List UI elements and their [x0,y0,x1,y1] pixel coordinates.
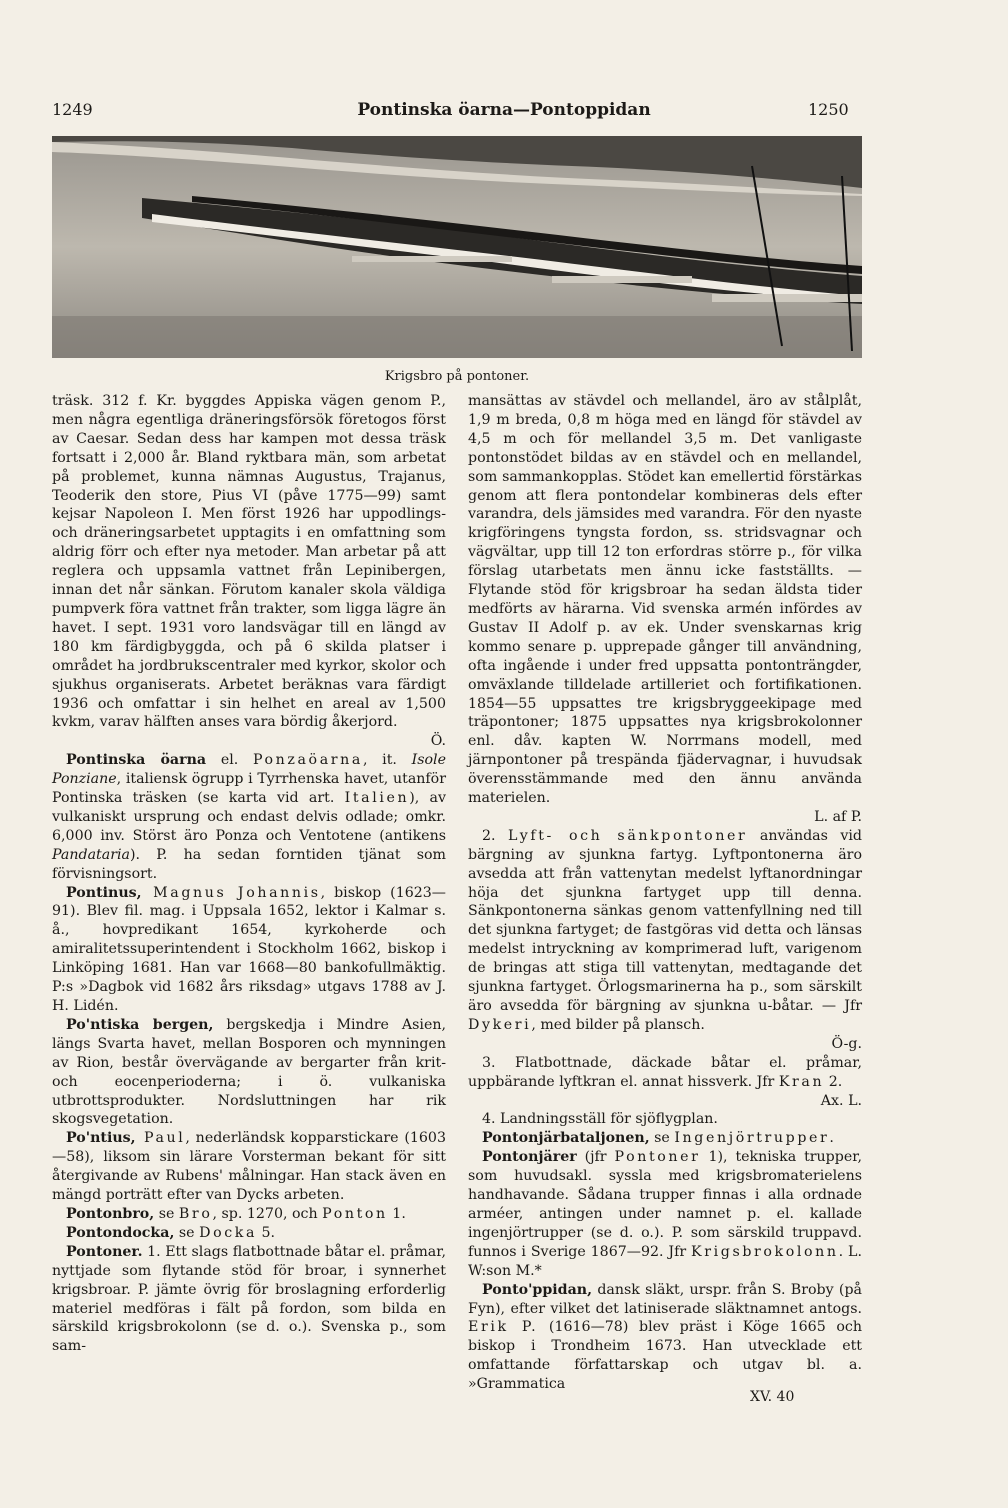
entry-pontoppidan: Ponto'ppidan, dansk släkt, urspr. från S. Broby (på Fyn), efter vilket det latiniserade släktnamnet antogs. Erik P. (1616—78) blev präst i Köge 1665 och biskop i Trondheim 1673. Han utvecklade ett omfattande författarskap och utgav bl. a. »Grammatica [468,1281,862,1393]
page-number-left: 1249 [52,100,93,119]
running-title: Pontinska öarna—Pontoppidan [357,100,651,120]
column-left [52,392,446,1356]
text-paragraph: mansättas av stävdel och mellandel, äro av stålplåt, 1,9 m breda, 0,8 m höga med en längd för stävdel av 4,5 m och för mellandel 3,5 m. Det vanligaste pontonstödet bildas av en stävdel och en mellandel, som sammankopplas. Stödet kan emellertid förstärkas genom att flera pontondelar kombineras dels efter varandra, dels jämsides med varandra. För den nyaste krigföringens tyngsta fordon, ss. stridsvagnar och vägvältar, upp till 12 ton erfordras större p., för vilka förslag utarbetats men ännu icke fastställts. — Flytande stöd för krigsbroar ha sedan äldsta tider medförts av härarna. Vid svenska armén infördes av Gustav II Adolf p. av ek. Under svenskarnas krig kommo senare p. upprepade gånger till användning, ofta ingående i under fred uppsatta pontonträngder, omväxlande tilldelade artilleriet och fortifikationen. 1854—55 uppsattes tre krigsbryggeekipage med träpontoner; 1875 uppsattes nya krigsbrokolonner enl. dåv. kapten W. Norrmans modell, med järnpontoner på trespända fjädervagnar, i huvudsak överensstämmande med den ännu använda materielen. L. af P. [468,393,862,825]
entry-pontiska-bergen: Po'ntiska bergen, bergskedja i Mindre Asien, längs Svarta havet, mellan Bosporen och mynningen av Rion, består övervägande av bergarter från krit- och eocenperioderna; i ö. vulkaniska utbrottsprodukter. Nordsluttningen har rik skogsvegetation. [52,1016,446,1128]
page-number-right: 1250 [808,100,849,119]
column-right [468,392,862,1394]
text-paragraph-3: 3. Flatbottnade, däckade båtar el. pråmar, uppbärande lyftkran el. annat hissverk. Jfr Kran 2. Ax. L. [468,1054,862,1109]
entry-pontonbro: Pontonbro, se Bro, sp. 1270, och Ponton 1. [66,1205,406,1222]
figure-caption: Krigsbro på pontoner. [384,369,530,384]
text-paragraph-2: 2. Lyft- och sänkpontoner användas vid bärgning av sjunkna fartyg. Lyftpontonerna äro avsedda att från vattenytan medelst lyftanordningar höja det sjunkna fartyget upp till denna. Sänkpontonerna sänkas genom vattenfyllning ned till det sjunkna fartyget; de fastgöras vid detta och länsas medelst intryckning av komprimerad luft, varigenom de bringas att stiga till vattenytan, medtagande det sjunkna fartyget. Örlogsmarinerna ha p., som särskilt äro avsedda för bärgning av sjunkna u-båtar. — Jfr Dykeri, med bilder på plansch. Ö-g. [468,827,862,1052]
entry-pontoner: Pontoner. 1. Ett slags flatbottnade båtar el. pråmar, nyttjade som flytande stöd för broar, i synnerhet krigsbroar. P. jämte övrig för broslagning erforderlig materiel medföras i fält på fordon, som bilda en särskild krigsbrokolonn (se d. o.). Svenska p., som sam- [52,1243,446,1355]
text-paragraph-4: 4. Landningsställ för sjöflygplan. [482,1111,718,1128]
photo-pontoon-bridge [52,136,862,358]
entry-pontius: Po'ntius, Paul, nederländsk kopparstickare (1603—58), liksom sin lärare Vorsterman bekant för sitt återgivande av Rubens' målningar. Han stack även en mängd porträtt efter van Dycks arbeten. [52,1130,446,1204]
text-paragraph: träsk. 312 f. Kr. byggdes Appiska vägen genom P., men några egentliga dräneringsförsök företogos först av Caesar. Sedan dess har kampen mot dessa träsk fortsatt i 2,000 år. Bland ryktbara män, som arbetat på problemet, kunna nämnas Augustus, Trajanus, Teoderik den store, Pius VI (påve 1775—99) samt kejsar Napoleon I. Men först 1926 har uppodlings- och dräneringsarbetet upptagits i en omfattning som aldrig förr och efter nya metoder. Man arbetar på att reglera och uppsamla vattnet från Lepinibergen, innan det når sänkan. Förutom kanaler skola väldiga pumpverk föra vattnet från trakter, som ligga lägre än havet. I sept. 1931 voro landsvägar till en längd av 180 km färdigbyggda, och på 6 skilda platser i området ha jordbrukscentraler med kyrkor, skolor och sjukhus organiserats. Arbetet beräknas vara färdigt 1936 och omfattar i sin helhet en areal av 1,500 kvkm, varav hälften anses vara bördig åkerjord. Ö. [52,393,446,750]
entry-pontondocka: Pontondocka, se Docka 5. [66,1224,276,1241]
entry-pontinska-oarna: Pontinska öarna el. Ponzaöarna, it. Isole Ponziane, italiensk ögrupp i Tyrrhenska havet, utanför Pontinska träsken (se karta vid art. Italien), av vulkaniskt ursprung och endast delvis odlade; omkr. 6,000 inv. Störst äro Ponza och Ventotene (antikens Pandataria). P. ha sedan forntiden tjänat som förvisningsort. [52,752,446,882]
entry-pontonjarer: Pontonjärer (jfr Pontoner 1), tekniska trupper, som huvudsakl. syssla med krigsbromaterielens handhavande. Sådana trupper finnas i alla ordnade arméer, antingen under namnet p. el. kallade ingenjörtrupper (se d. o.). P. som särskild truppavd. funnos i Sverige 1867—92. Jfr Krigsbrokolonn. L. W:son M.* [468,1149,862,1279]
signature-mark: XV. 40 [750,1389,795,1405]
entry-pontonjarbataljonen: Pontonjärbataljonen, se Ingenjörtrupper. [482,1130,834,1147]
entry-pontinus: Pontinus, Magnus Johannis, biskop (1623—91). Blev fil. mag. i Uppsala 1652, lektor i Kalmar s. å., hovpredikant 1654, kyrkoherde och amiralitetssuperintendent i Stockholm 1662, biskop i Linköping 1681. Han var 1668—80 bankofullmäktig. P:s »Dagbok vid 1682 års riksdag» utgavs 1788 av J. H. Lidén. [52,884,446,1014]
